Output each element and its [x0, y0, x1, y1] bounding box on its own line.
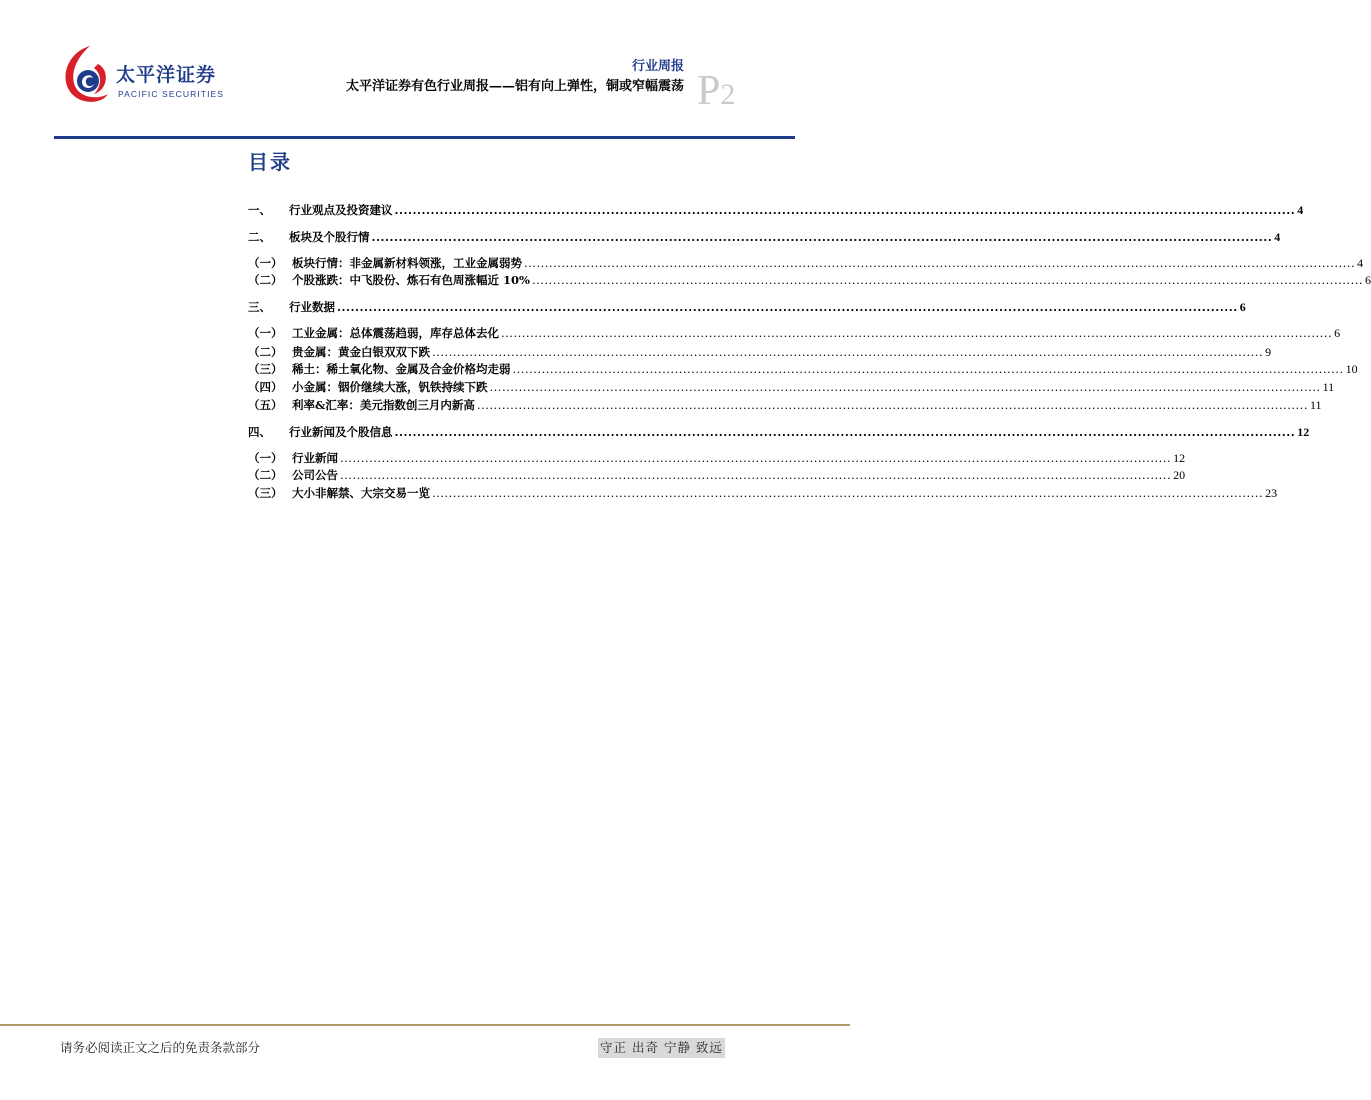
toc-entry-number: （五）: [248, 398, 283, 412]
toc-entry[interactable]: [248, 486, 1278, 500]
toc-leader-dots: ........................................................................................................................................................................................................: [489, 380, 1321, 394]
report-title: 太平洋证券有色行业周报——铝有向上弹性，铜或窄幅震荡: [345, 79, 684, 94]
header-divider: [54, 136, 795, 139]
toc-entry-page: 4: [1274, 230, 1281, 244]
toc-leader-dots: ........................................................................................................................................................................................................: [531, 273, 1364, 287]
toc-entry-page: 23: [1265, 486, 1278, 500]
toc-entry-text: 行业观点及投资建议: [289, 203, 393, 217]
toc-entry-text: 行业数据: [289, 300, 335, 314]
toc-leader-dots: ........................................................................................................................................................................................................: [524, 256, 1356, 270]
toc-entry-page: 9: [1265, 345, 1272, 359]
toc-entry-text: 小金属：铟价继续大涨，钒铁持续下跌: [292, 380, 488, 394]
toc-entry-page: 6: [1239, 300, 1246, 314]
toc-entry[interactable]: [248, 230, 1281, 244]
toc-entry-text: 公司公告: [292, 468, 338, 482]
toc-entry-number: （三）: [248, 486, 283, 500]
toc-entry-page: 6: [1334, 326, 1341, 340]
footer-disclaimer: 请务必阅读正文之后的免责条款部分: [60, 1040, 261, 1055]
toc-entry-page: 12: [1297, 425, 1310, 439]
toc-entry-text: 个股涨跌：中飞股份、炼石有色周涨幅近 10%: [292, 273, 530, 287]
page-number-prefix: P: [697, 68, 721, 114]
toc-entry-number: 四、: [248, 425, 271, 439]
toc-entry[interactable]: [248, 468, 1186, 482]
toc-entry[interactable]: [248, 425, 1310, 439]
toc-leader-dots: ........................................................................................................................................................................................................: [340, 451, 1172, 465]
toc-entry[interactable]: [248, 380, 1335, 394]
toc-entry-page: 4: [1357, 256, 1364, 270]
toc-leader-dots: ........................................................................................................................................................................................................: [432, 486, 1264, 500]
toc-entry-number: （四）: [248, 380, 283, 394]
toc-entry-page: 11: [1322, 380, 1335, 394]
toc-entry-text: 大小非解禁、大宗交易一览: [292, 486, 430, 500]
page-number: [697, 70, 735, 112]
toc-entry-text: 工业金属：总体震荡趋弱，库存总体去化: [292, 326, 499, 340]
page-number-value: 2: [720, 78, 736, 111]
company-logo-icon: [60, 44, 110, 106]
toc-entry-text: 行业新闻及个股信息: [289, 425, 393, 439]
toc-entry-page: 11: [1310, 398, 1322, 412]
toc-leader-dots: ........................................................................................................................................................................................................: [337, 300, 1238, 314]
toc-title: 目录: [248, 150, 292, 174]
toc-entry[interactable]: [248, 345, 1272, 359]
toc-entry-number: 三、: [248, 300, 271, 314]
toc-leader-dots: ........................................................................................................................................................................................................: [476, 398, 1308, 412]
toc-entry-text: 板块及个股行情: [289, 230, 370, 244]
toc-entry[interactable]: [248, 300, 1246, 314]
toc-entry-text: 板块行情：非金属新材料领涨，工业金属弱势: [292, 256, 522, 270]
toc-entry-number: （三）: [248, 362, 283, 376]
toc-leader-dots: ........................................................................................................................................................................................................: [432, 345, 1264, 359]
toc-entry-number: 一、: [248, 203, 271, 217]
report-type: 行业周报: [631, 59, 684, 74]
toc-entry[interactable]: [248, 203, 1304, 217]
toc-entry-page: 6: [1365, 273, 1371, 287]
toc-entry[interactable]: [248, 256, 1364, 270]
toc-entry-number: （二）: [248, 273, 283, 287]
brand-name-cn: 太平洋证券: [116, 64, 217, 86]
footer-divider: [0, 1024, 850, 1026]
toc-leader-dots: ........................................................................................................................................................................................................: [340, 468, 1172, 482]
toc-entry-page: 12: [1173, 451, 1186, 465]
toc-entry-number: （一）: [248, 326, 283, 340]
toc-entry[interactable]: [248, 326, 1341, 340]
toc-entry-number: （一）: [248, 451, 283, 465]
toc-entry-page: 20: [1173, 468, 1186, 482]
toc-entry-number: （一）: [248, 256, 283, 270]
toc-entry-text: 稀土：稀土氧化物、金属及合金价格均走弱: [292, 362, 511, 376]
toc-leader-dots: ........................................................................................................................................................................................................: [394, 425, 1296, 439]
toc-entry-number: （二）: [248, 468, 283, 482]
toc-entry-number: （二）: [248, 345, 283, 359]
toc-entry-text: 利率&汇率：美元指数创三月内新高: [292, 398, 475, 412]
toc-leader-dots: ........................................................................................................................................................................................................: [371, 230, 1273, 244]
toc-entry-page: 10: [1345, 362, 1358, 376]
toc-leader-dots: ........................................................................................................................................................................................................: [501, 326, 1333, 340]
toc-leader-dots: ........................................................................................................................................................................................................: [394, 203, 1296, 217]
brand-name-en: PACIFIC SECURITIES: [118, 89, 225, 99]
toc-leader-dots: ........................................................................................................................................................................................................: [512, 362, 1344, 376]
toc-entry[interactable]: [248, 398, 1322, 412]
toc-entry-text: 行业新闻: [292, 451, 338, 465]
footer-motto: 守正 出奇 宁静 致远: [598, 1038, 725, 1058]
toc-entry-text: 贵金属：黄金白银双双下跌: [292, 345, 430, 359]
toc-entry-page: 4: [1297, 203, 1304, 217]
toc-entry-number: 二、: [248, 230, 271, 244]
toc-entry[interactable]: [248, 273, 1371, 287]
toc-entry[interactable]: [248, 362, 1358, 376]
toc-entry[interactable]: [248, 451, 1186, 465]
